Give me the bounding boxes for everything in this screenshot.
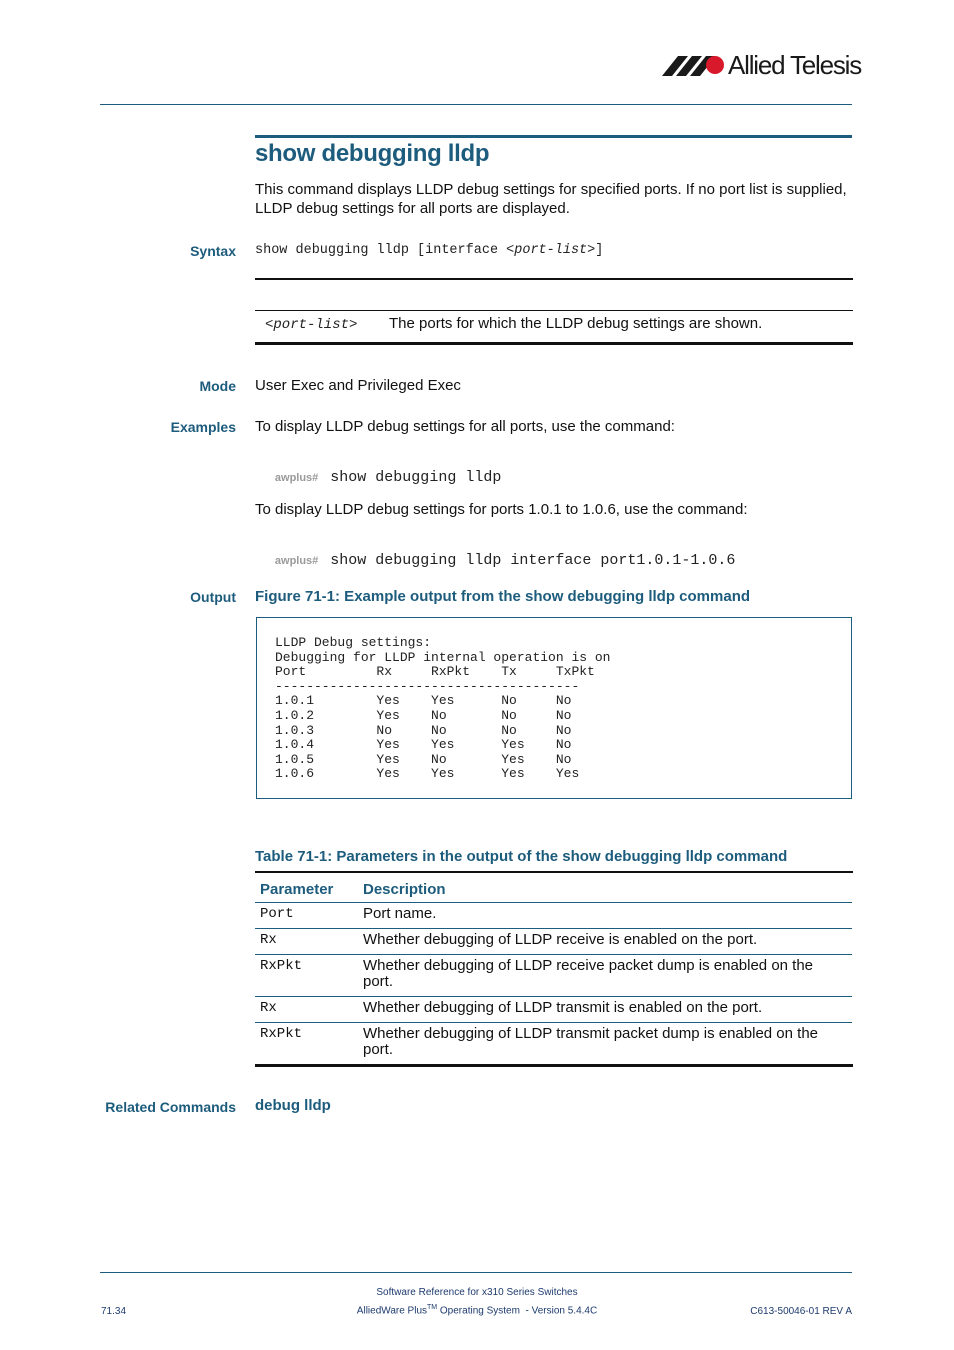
syntax-text: show debugging lldp [interface <port-list>] — [255, 243, 604, 258]
row-description: Whether debugging of LLDP receive is enabled on the port. — [358, 929, 852, 955]
output-box — [256, 617, 852, 799]
brand-logo — [662, 50, 862, 80]
output-line: 1.0.6 Yes Yes Yes Yes — [275, 766, 580, 782]
related-commands-label: Related Commands — [105, 1099, 236, 1115]
prompt: awplus# — [274, 472, 319, 484]
title-rule — [255, 135, 852, 138]
row-description: Port name. — [358, 903, 852, 929]
syntax-param: port-list — [514, 243, 588, 258]
column-header-description: Description — [358, 873, 852, 903]
header-rule — [100, 104, 852, 105]
table-header-row — [255, 873, 852, 903]
logo-mark-icon — [662, 52, 728, 80]
output-line: 1.0.5 Yes No Yes No — [275, 751, 572, 767]
param-description: The ports for which the LLDP debug settings are shown. — [389, 315, 763, 332]
document-id: C613-50046-01 REV A — [750, 1306, 852, 1317]
row-description: Whether debugging of LLDP receive packet dump is enabled on the port. — [358, 955, 852, 997]
column-header-parameter: Parameter — [255, 873, 358, 903]
description: This command displays LLDP debug settings for specified ports. If no port list is supplied, LLDP debug settings for all ports are displayed. — [255, 181, 847, 217]
page-number: 71.34 — [101, 1306, 127, 1317]
output-table — [255, 871, 853, 1067]
row-description: Whether debugging of LLDP transmit packet dump is enabled on the port. — [363, 1025, 819, 1058]
output-line: 1.0.3 No No No No — [275, 722, 572, 738]
table-row — [255, 929, 852, 955]
page-title: show debugging lldp — [255, 140, 490, 167]
params-table — [255, 873, 852, 1064]
table-caption: Table 71-1: Parameters in the output of the show debugging lldp command — [255, 848, 788, 865]
example-2-command — [266, 533, 735, 569]
row-param: RxPkt — [260, 1026, 303, 1042]
output-line: 1.0.4 Yes Yes Yes No — [275, 737, 572, 753]
row-description: Whether debugging of LLDP transmit is enabled on the port. — [358, 997, 852, 1023]
param-name: <port-list> — [265, 317, 358, 333]
output-line: Port Rx RxPkt Tx TxPkt — [275, 664, 595, 680]
table-row — [255, 903, 852, 929]
table-row — [255, 997, 852, 1023]
figure-caption: Figure 71-1: Example output from the show debugging lldp command — [255, 588, 751, 605]
footer-line-1: Software Reference for x310 Series Switches — [376, 1287, 578, 1298]
example-1-command — [266, 450, 501, 486]
param-table-inner-rule — [255, 310, 853, 311]
row-param: Rx — [255, 929, 358, 955]
param-table-bottom-rule — [255, 342, 853, 345]
mode-label: Mode — [199, 378, 236, 394]
syntax-label: Syntax — [190, 243, 236, 259]
mode-text: User Exec and Privileged Exec — [255, 377, 461, 394]
example-1-intro: To display LLDP debug settings for all ports, use the command: — [255, 418, 675, 435]
row-param: Port — [255, 903, 358, 929]
table-row — [255, 955, 852, 997]
command-text: show debugging lldp — [330, 469, 502, 486]
related-command-link[interactable]: debug lldp — [255, 1097, 331, 1114]
footer-rule — [100, 1272, 852, 1273]
command-text: show debugging lldp interface port1.0.1-1.0.6 — [330, 552, 736, 569]
output-line: 1.0.1 Yes Yes No No — [275, 693, 572, 709]
param-table-top-rule — [255, 278, 853, 280]
row-param: Rx — [255, 997, 358, 1023]
output-line: Debugging for LLDP internal operation is on — [275, 649, 611, 665]
table-row — [255, 1023, 852, 1065]
logo-text: Allied Telesis — [728, 50, 862, 80]
output-line: 1.0.2 Yes No No No — [275, 707, 572, 723]
param-row — [265, 315, 850, 333]
row-param: RxPkt — [255, 955, 358, 997]
example-2-intro: To display LLDP debug settings for ports 1.0.1 to 1.0.6, use the command: — [255, 501, 748, 518]
output-line: LLDP Debug settings: — [275, 635, 432, 650]
examples-label: Examples — [170, 419, 236, 435]
prompt: awplus# — [274, 555, 319, 567]
output-line: --------------------------------------- — [275, 678, 580, 694]
output-label: Output — [190, 589, 236, 605]
footer-line-2: AlliedWare Plus™ Operating System - Version 5.4.4C — [356, 1304, 598, 1317]
